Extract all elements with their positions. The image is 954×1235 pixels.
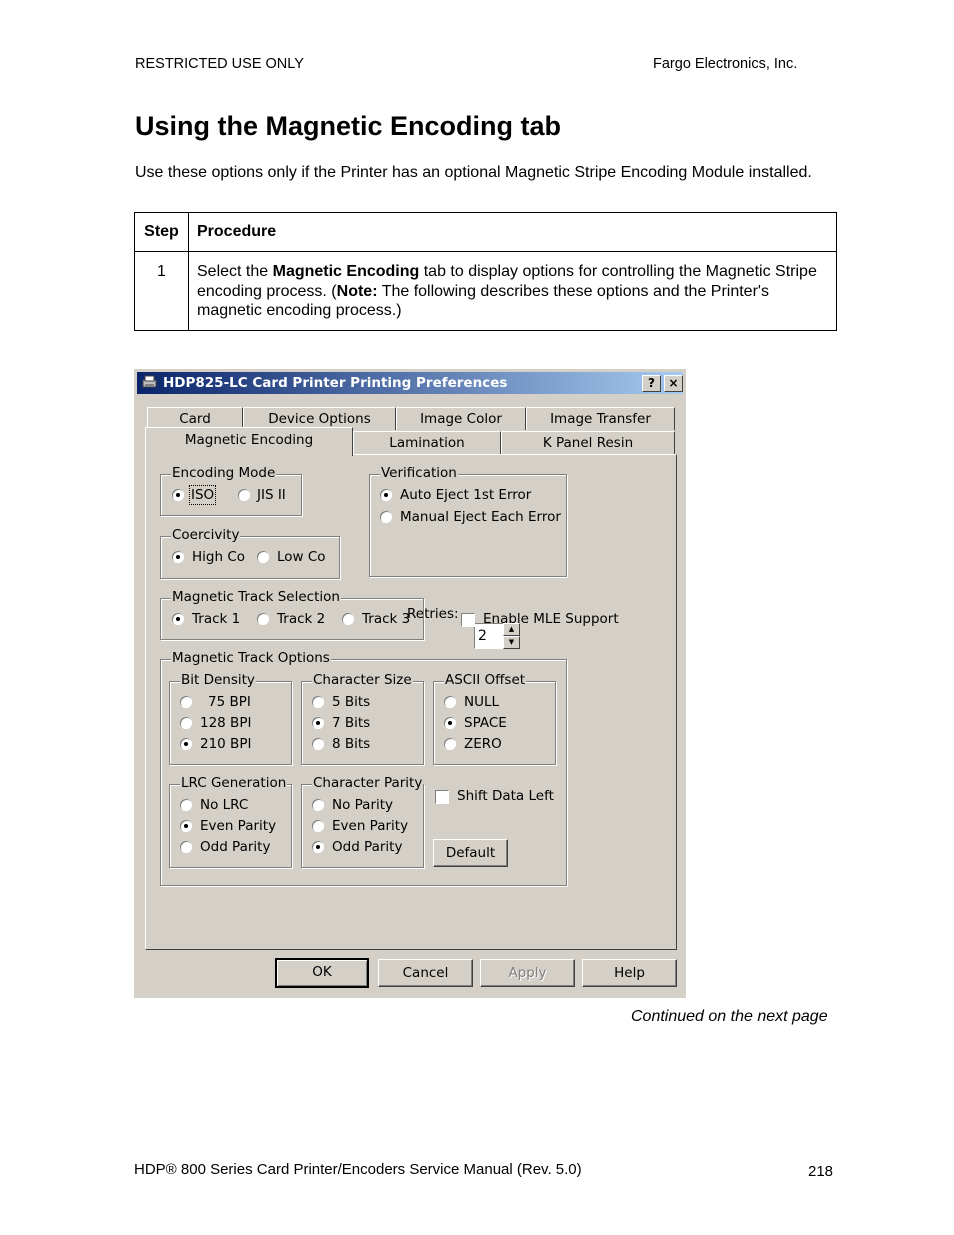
track-options-group [160,650,567,886]
retries-label: Retries: [407,606,459,622]
no-lrc-label: No LRC [200,797,249,813]
title-bar[interactable] [137,372,683,394]
intro-paragraph: Use these options only if the Printer has an optional Magnetic Stripe Encoding Module installed. [135,164,812,181]
char-parity-group [301,775,424,868]
low-co-radio[interactable] [257,551,269,563]
page-title: Using the Magnetic Encoding tab [135,111,562,141]
char-parity-legend: Character Parity [313,775,423,791]
tab-lamination[interactable]: Lamination [353,431,501,454]
bpi210-radio[interactable] [180,738,192,750]
col-procedure: Procedure [189,213,837,252]
char-size-group [301,672,424,765]
printer-icon [141,375,158,389]
coercivity-group [160,527,340,579]
lrc-even-radio[interactable] [180,820,192,832]
track2-label: Track 2 [277,611,326,627]
default-button[interactable]: Default [433,839,508,867]
col-step: Step [135,213,189,252]
cp-odd-label: Odd Parity [332,839,403,855]
proc-text-2: tab to display options for controlling the Magnetic Stripe encoding process. ( [197,263,817,300]
cp-odd-radio[interactable] [312,841,324,853]
step-number: 1 [135,252,189,331]
no-lrc-radio[interactable] [180,799,192,811]
auto-eject-radio[interactable] [380,489,392,501]
verification-legend: Verification [381,465,457,481]
tab-device-options[interactable]: Device Options [243,407,396,430]
header-restricted: RESTRICTED USE ONLY [135,56,304,72]
iso-radio[interactable] [172,489,184,501]
char-size-legend: Character Size [313,672,412,688]
jis-radio[interactable] [238,489,250,501]
lrc-even-label: Even Parity [200,818,277,834]
proc-bold-1: Magnetic Encoding [272,263,420,280]
proc-text-3: The following describes these options and the Printer's magnetic encoding process.) [197,282,769,319]
track-options-legend: Magnetic Track Options [172,650,330,666]
bpi75-radio[interactable] [180,696,192,708]
bits7-label: 7 Bits [332,715,371,731]
bits7-radio[interactable] [312,717,324,729]
null-radio[interactable] [444,696,456,708]
manual-eject-label: Manual Eject Each Error [400,509,561,525]
bits8-label: 8 Bits [332,736,371,752]
lrc-odd-radio[interactable] [180,841,192,853]
low-co-label: Low Co [277,549,326,565]
ascii-offset-legend: ASCII Offset [445,672,526,688]
tab-k-panel-resin[interactable]: K Panel Resin [501,431,675,454]
cancel-button[interactable]: Cancel [378,959,473,987]
preferences-dialog [134,369,686,998]
tab-panel [145,454,677,950]
zero-radio[interactable] [444,738,456,750]
bpi128-label: 128 BPI [200,715,252,731]
bpi210-label: 210 BPI [200,736,252,752]
apply-button[interactable]: Apply [480,959,575,987]
help-question-button[interactable]: ? [642,375,661,392]
no-parity-label: No Parity [332,797,394,813]
close-button[interactable]: × [664,375,683,392]
continued-note: Continued on the next page [631,1008,828,1025]
lrc-odd-label: Odd Parity [200,839,271,855]
lrc-group [169,775,292,868]
window-title: HDP825-LC Card Printer Printing Preferences [163,375,508,391]
zero-label: ZERO [464,736,502,752]
tab-image-transfer[interactable]: Image Transfer [526,407,675,430]
procedure-text [189,252,837,331]
encoding-mode-legend: Encoding Mode [172,465,276,481]
track-selection-legend: Magnetic Track Selection [172,589,340,605]
bits8-radio[interactable] [312,738,324,750]
proc-text-1: Select the [197,263,273,280]
bpi128-radio[interactable] [180,717,192,729]
mle-label: Enable MLE Support [483,611,619,627]
shift-data-label: Shift Data Left [457,788,554,804]
bits5-radio[interactable] [312,696,324,708]
procedure-table [134,212,837,331]
bits5-label: 5 Bits [332,694,371,710]
track2-radio[interactable] [257,613,269,625]
track3-radio[interactable] [342,613,354,625]
cp-even-label: Even Parity [332,818,409,834]
shift-data-checkbox[interactable] [435,790,449,804]
null-label: NULL [464,694,500,710]
high-co-label: High Co [192,549,246,565]
auto-eject-label: Auto Eject 1st Error [400,487,532,503]
track-selection-group [160,589,424,640]
retries-input[interactable]: 2 [474,623,509,649]
iso-label: ISO [191,487,215,503]
manual-eject-radio[interactable] [380,511,392,523]
retries-up-icon[interactable]: ▲ [503,623,520,636]
encoding-mode-group [160,465,302,516]
ok-button[interactable]: OK [275,958,369,988]
footer-manual-title: HDP® 800 Series Card Printer/Encoders Service Manual (Rev. 5.0) [134,1161,582,1178]
jis-label: JIS II [257,487,286,503]
mle-checkbox[interactable] [461,613,475,627]
proc-bold-2: Note: [336,282,378,300]
no-parity-radio[interactable] [312,799,324,811]
high-co-radio[interactable] [172,551,184,563]
track1-label: Track 1 [192,611,241,627]
tab-image-color[interactable]: Image Color [396,407,526,430]
table-row [135,252,837,331]
track1-radio[interactable] [172,613,184,625]
cp-even-radio[interactable] [312,820,324,832]
bit-density-group [169,672,292,765]
bit-density-legend: Bit Density [181,672,255,688]
coercivity-legend: Coercivity [172,527,240,543]
help-button[interactable]: Help [582,959,677,987]
page-number: 218 [808,1163,834,1180]
ascii-offset-group [433,672,556,765]
verification-group [369,465,567,577]
bpi75-label: 75 BPI [208,694,251,710]
track3-label: Track 3 [362,611,411,627]
header-company: Fargo Electronics, Inc. [653,56,798,72]
retries-down-icon[interactable]: ▼ [503,636,520,649]
tab-card[interactable]: Card [147,407,243,430]
space-label: SPACE [464,715,507,731]
tab-magnetic-encoding[interactable]: Magnetic Encoding [145,427,353,456]
lrc-legend: LRC Generation [181,775,287,791]
table-header-row [135,213,837,252]
space-radio[interactable] [444,717,456,729]
